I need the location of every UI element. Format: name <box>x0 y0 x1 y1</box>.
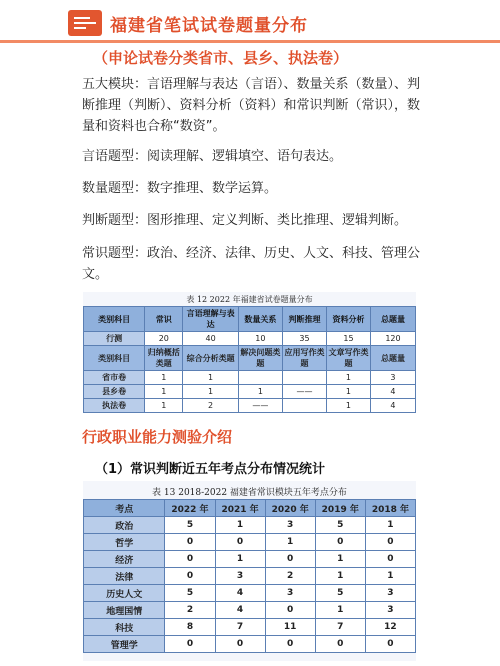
table-cell: 0 <box>165 534 215 551</box>
table-cell: 行测 <box>84 332 145 346</box>
table-cell: 0 <box>265 636 315 653</box>
table-cell: 科技 <box>84 619 165 636</box>
table-cell: 县乡卷 <box>84 385 145 399</box>
table-row <box>84 551 416 568</box>
table-cell <box>282 399 326 413</box>
table-cell: 4 <box>215 602 265 619</box>
table-2-container <box>83 481 416 661</box>
table-cell: 7 <box>215 619 265 636</box>
table-2-caption: 表 13 2018-2022 福建省常识模块五年考点分布 <box>152 488 347 498</box>
table-cell: 1 <box>145 385 183 399</box>
table-row <box>84 385 416 399</box>
table-cell: 5 <box>165 585 215 602</box>
table-cell: 10 <box>238 332 282 346</box>
header-divider <box>0 40 500 43</box>
table-1 <box>83 306 416 413</box>
table-header-cell: 类别科目 <box>84 346 145 371</box>
table-cell: 1 <box>315 551 365 568</box>
table-cell: 20 <box>145 332 183 346</box>
table-cell: 地理国情 <box>84 602 165 619</box>
table-cell: 历史人文 <box>84 585 165 602</box>
page-header <box>0 0 500 44</box>
table-header-cell: 总题量 <box>370 346 415 371</box>
table-cell: 1 <box>265 534 315 551</box>
table-cell: 7 <box>315 619 365 636</box>
table-cell: 3 <box>365 585 415 602</box>
table-cell: 0 <box>265 602 315 619</box>
table-cell: 3 <box>215 568 265 585</box>
paragraph-common-sense: 常识题型：政治、经济、法律、历史、人文、科技、管理公文。 <box>82 246 421 282</box>
table-cell: 0 <box>165 568 215 585</box>
table-cell: —— <box>238 399 282 413</box>
table-cell: 0 <box>215 636 265 653</box>
table-row <box>84 619 416 636</box>
table-cell: 40 <box>183 332 239 346</box>
table-header-cell: 解决问题类题 <box>238 346 282 371</box>
table-cell: 3 <box>265 585 315 602</box>
table-header-cell: 2018 年 <box>365 500 415 517</box>
table-cell: 经济 <box>84 551 165 568</box>
table-cell: 4 <box>370 385 415 399</box>
table-cell: 1 <box>327 399 371 413</box>
table-row <box>84 585 416 602</box>
table-row <box>84 534 416 551</box>
table-cell: 哲学 <box>84 534 165 551</box>
table-cell <box>238 371 282 385</box>
table-cell: 0 <box>265 551 315 568</box>
table-cell: 1 <box>327 385 371 399</box>
document-icon <box>68 10 102 36</box>
table-header-cell: 言语理解与表达 <box>183 307 239 332</box>
table-cell: 3 <box>370 371 415 385</box>
table-cell: 1 <box>365 517 415 534</box>
table-header-cell: 综合分析类题 <box>183 346 239 371</box>
table-header-row <box>84 500 416 517</box>
section-title: 行政职业能力测验介绍 <box>82 428 233 446</box>
table-cell: 2 <box>165 602 215 619</box>
table-row <box>84 399 416 413</box>
table-cell: 4 <box>215 585 265 602</box>
table-cell: 0 <box>365 551 415 568</box>
table-header-cell: 归纳概括类题 <box>145 346 183 371</box>
table-1-container <box>83 292 416 410</box>
table-cell: 1 <box>215 517 265 534</box>
table-header-cell: 资料分析 <box>327 307 371 332</box>
table-row <box>84 517 416 534</box>
table-cell: 3 <box>265 517 315 534</box>
table-cell: 0 <box>315 534 365 551</box>
table-cell: 4 <box>370 399 415 413</box>
table-header-cell: 考点 <box>84 500 165 517</box>
table-cell: 5 <box>165 517 215 534</box>
table-header-cell: 常识 <box>145 307 183 332</box>
table-cell: 2 <box>265 568 315 585</box>
table-cell: 0 <box>165 636 215 653</box>
table-cell: 120 <box>370 332 415 346</box>
table-header-cell: 应用写作类题 <box>282 346 326 371</box>
table-cell: 35 <box>282 332 326 346</box>
table-cell: 1 <box>315 568 365 585</box>
table-header-cell: 2021 年 <box>215 500 265 517</box>
table-cell: 执法卷 <box>84 399 145 413</box>
table-cell: 5 <box>315 517 365 534</box>
table-cell: 1 <box>183 385 239 399</box>
paragraph-quantitative: 数量题型：数字推理、数学运算。 <box>82 181 278 196</box>
table-cell: 1 <box>238 385 282 399</box>
table-cell: 1 <box>215 551 265 568</box>
table-2 <box>83 499 416 653</box>
table-cell: 0 <box>365 636 415 653</box>
table-row <box>84 332 416 346</box>
table-header-cell: 2020 年 <box>265 500 315 517</box>
table-header-cell: 总题量 <box>370 307 415 332</box>
table-header-cell: 类别科目 <box>84 307 145 332</box>
table-cell: 1 <box>315 602 365 619</box>
table-cell: 12 <box>365 619 415 636</box>
table-cell: 5 <box>315 585 365 602</box>
table-cell: —— <box>282 385 326 399</box>
paragraph-reasoning: 判断题型：图形推理、定义判断、类比推理、逻辑判断。 <box>82 213 408 228</box>
table-1-caption: 表 12 2022 年福建省试卷题量分布 <box>186 295 313 304</box>
page-title: 福建省笔试试卷题量分布 <box>110 16 308 36</box>
table-header-cell: 2022 年 <box>165 500 215 517</box>
table-header-cell: 数量关系 <box>238 307 282 332</box>
table-cell: 2 <box>183 399 239 413</box>
table-cell: 1 <box>183 371 239 385</box>
table-row <box>84 602 416 619</box>
table-header-row <box>84 307 416 332</box>
table-header-cell: 判断推理 <box>282 307 326 332</box>
table-cell <box>282 371 326 385</box>
paragraph-modules: 五大模块：言语理解与表达（言语）、数量关系（数量）、判断推理（判断）、资料分析（资料）和常识判断（常识），数量和资料也合称“数资”。 <box>82 77 421 134</box>
table-cell: 省市卷 <box>84 371 145 385</box>
page-subtitle: （申论试卷分类省市、县乡、执法卷） <box>93 49 349 67</box>
table-cell: 11 <box>265 619 315 636</box>
table-cell: 0 <box>215 534 265 551</box>
table-header-cell: 文章写作类题 <box>327 346 371 371</box>
table-cell: 1 <box>327 371 371 385</box>
table-cell: 8 <box>165 619 215 636</box>
table-cell: 0 <box>165 551 215 568</box>
subsection-title: （1）常识判断近五年考点分布情况统计 <box>95 462 326 477</box>
table-cell: 政治 <box>84 517 165 534</box>
table-cell: 15 <box>327 332 371 346</box>
table-cell: 法律 <box>84 568 165 585</box>
table-cell: 管理学 <box>84 636 165 653</box>
table-cell: 0 <box>315 636 365 653</box>
table-cell: 1 <box>145 399 183 413</box>
table-header-cell: 2019 年 <box>315 500 365 517</box>
table-row <box>84 636 416 653</box>
table-cell: 1 <box>145 371 183 385</box>
table-cell: 0 <box>365 534 415 551</box>
table-subheader-row <box>84 346 416 371</box>
paragraph-verbal: 言语题型：阅读理解、逻辑填空、语句表达。 <box>82 149 343 164</box>
table-row <box>84 371 416 385</box>
table-cell: 3 <box>365 602 415 619</box>
table-row <box>84 568 416 585</box>
table-cell: 1 <box>365 568 415 585</box>
